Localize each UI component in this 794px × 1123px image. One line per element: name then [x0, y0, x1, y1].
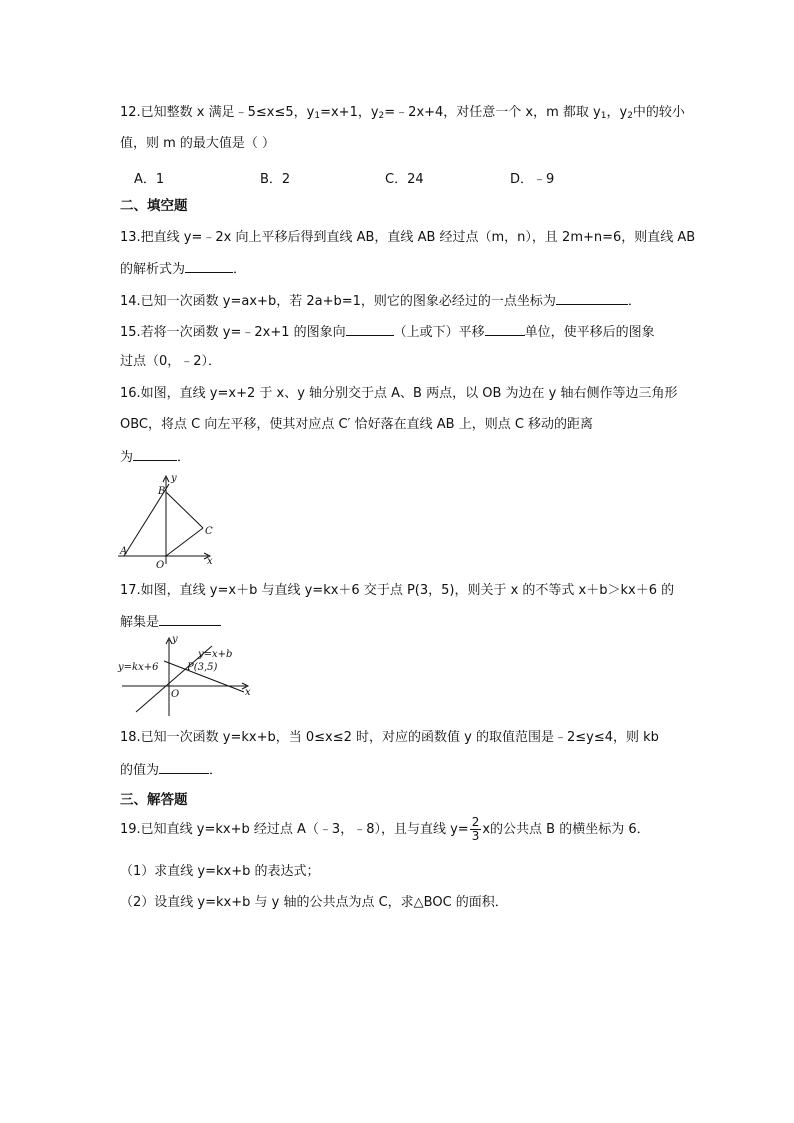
q13-line1: 13.把直线 y=﹣2x 向上平移后得到直线 AB，直线 AB 经过点（m，n），且 2m+n=6，则直线 AB — [120, 230, 696, 245]
q15-line2: 过点（0，﹣2）． — [120, 354, 222, 369]
q17-figure — [116, 634, 254, 718]
q19-part1: （1）求直线 y=kx+b 的表达式； — [120, 864, 320, 879]
label-a: A — [120, 546, 128, 557]
q16-figure — [116, 470, 216, 572]
choice-a: A．1 — [134, 172, 165, 187]
label-line1: y=x+b — [198, 649, 233, 660]
choice-d: D．﹣9 — [510, 172, 555, 187]
label-c: C — [205, 526, 213, 537]
q12-line1: 12.已知整数 x 满足﹣5≤x≤5，$y_1=x+1$，$y_2=﹣2x+4$，对任意一个 x，m 都取 $y_1$，$y_2$中的较小 — [120, 105, 685, 121]
label-x: x — [207, 556, 213, 567]
label-y: y — [171, 473, 177, 484]
section-heading-solve: 三、解答题 — [120, 792, 188, 808]
answer-blank — [185, 260, 233, 273]
q17-line2: 解集是 — [120, 613, 221, 631]
label-p: P(3,5) — [187, 662, 218, 673]
answer-blank — [556, 292, 628, 305]
q16-line3: 为 ． — [120, 450, 191, 465]
label-o: O — [156, 560, 165, 571]
answer-blank — [133, 448, 177, 461]
q18-line1: 18.已知一次函数 y=kx+b，当 0≤x≤2 时，对应的函数值 y 的取值范围是﹣2≤y≤4，则 kb — [120, 730, 659, 745]
segment-bc — [166, 492, 203, 528]
q19-line1: 19.已知直线 y=kx+b 经过点 A（﹣3，﹣8），且与直线 y= $\frac{2}{3}$ x的公共点 B 的横坐标为 6． — [120, 815, 650, 843]
section-heading-fill-blank: 二、填空题 — [120, 198, 188, 214]
q17-line1: 17.如图，直线 y=x＋b 与直线 y=kx＋6 交于点 P(3，5)，则关于 x 的不等式 x＋b＞kx＋6 的 — [120, 583, 675, 598]
q13-line2: 的解析式为 ． — [120, 262, 247, 277]
q12-line2: 值，则 m 的最大值是（ ） — [120, 136, 276, 151]
fraction: $\frac{2}{3}$ — [471, 815, 480, 843]
label-o: O — [171, 689, 180, 700]
label-x: x — [245, 687, 251, 698]
answer-blank — [346, 323, 394, 336]
choice-b: B．2 — [260, 172, 291, 187]
q16-line2: OBC，将点 C 向左平移，使其对应点 C′ 恰好落在直线 AB 上，则点 C 移动的距离 — [120, 417, 594, 432]
q15-line1: 15.若将一次函数 y=﹣2x+1 的图象向 （上或下）平移 单位，使平移后的图象 — [120, 325, 655, 340]
label-b: B — [158, 486, 166, 497]
answer-blank — [159, 613, 221, 626]
label-line2: y=kx+6 — [118, 662, 159, 673]
answer-blank — [485, 323, 525, 336]
choice-c: C．24 — [385, 172, 424, 187]
segment-oc — [166, 528, 203, 556]
q16-line1: 16.如图，直线 y=x+2 于 x、y 轴分别交于点 A、B 两点，以 OB 为边在 y 轴右侧作等边三角形 — [120, 386, 678, 401]
label-y: y — [172, 634, 178, 645]
q14-line: 14.已知一次函数 y=ax+b，若 2a+b=1，则它的图象必经过的一点坐标为 ． — [120, 294, 641, 309]
answer-blank — [159, 761, 209, 774]
q19-part2: （2）设直线 y=kx+b 与 y 轴的公共点为点 C，求△BOC 的面积． — [120, 895, 508, 910]
q18-line2: 的值为 ． — [120, 763, 223, 778]
